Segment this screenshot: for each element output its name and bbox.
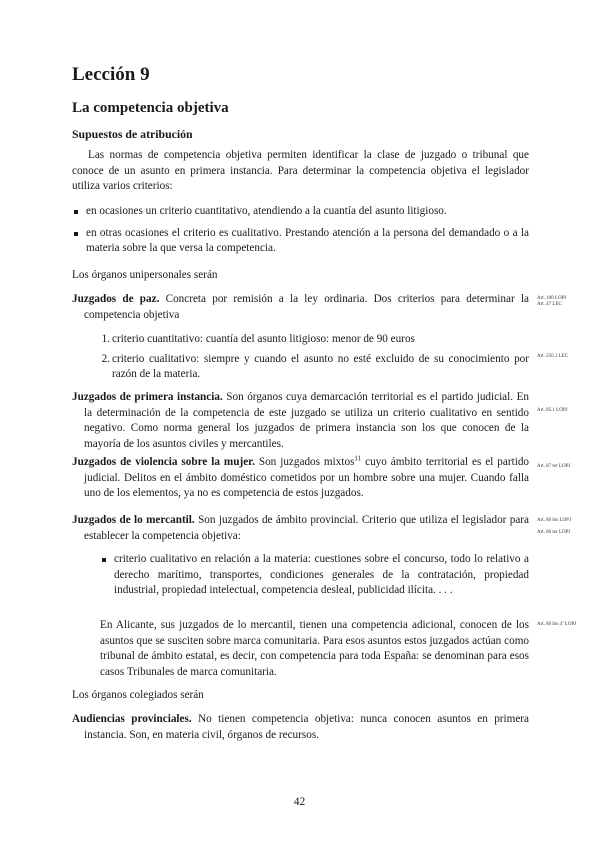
list-item: criterio cualitativo en relación a la materia: cuestiones sobre el concurso, todo lo relativo a derecho marítimo, transportes, condiciones generales de la contratación, propiedad industrial, propiedad intelectual, competencia desleal, publicidad ilícita. . . . bbox=[100, 552, 529, 599]
violencia-entry: Juzgados de violencia sobre la mujer. Son juzgados mixtos$^{11}$ cuyo ámbito territorial es el partido judicial. Delitos en el ámbito doméstico cometidos por un hombre sobre una mujer. Cuando falla uno de los elementos, ya no es competencia de estos juzgados. bbox=[72, 454, 530, 500]
mercantil-term: Juzgados de lo mercantil. bbox=[72, 514, 195, 526]
paz-enum-list bbox=[72, 332, 529, 383]
margin-note: Art. 86 bis LOPJ Art. 86 ter LOPJ bbox=[537, 518, 571, 535]
paz-entry bbox=[72, 292, 529, 323]
list-item: en ocasiones un criterio cuantitativo, atendiendo a la cuantía del asunto litigioso. bbox=[72, 204, 529, 220]
paz-term: Juzgados de paz. bbox=[72, 293, 160, 305]
list-item: 2. criterio cualitativo: siempre y cuando el asunto no esté excluido de su conocimiento por razón de la materia. bbox=[101, 352, 529, 381]
primera-entry bbox=[72, 390, 529, 452]
list-item: en otras ocasiones el criterio es cualitativo. Prestando atención a la persona del demandado o a la materia sobre la que versa la competencia. bbox=[72, 226, 529, 257]
margin-note: Art. 87 ter LOPJ bbox=[537, 464, 571, 469]
paz-text: Concreta por remisión a la ley ordinaria. Dos criterios para determinar la competencia objetiva bbox=[84, 293, 530, 321]
colegiados-text: Los órganos colegiados serán bbox=[72, 689, 204, 701]
margin-note: Art. 100 LOPJ Art. 47 LEC bbox=[537, 296, 567, 307]
mercantil-entry: Juzgados de lo mercantil. Son juzgados de ámbito provincial. Criterio que utiliza el legislador para establecer la competencia objetiva: bbox=[72, 514, 529, 542]
primera-term: Juzgados de primera instancia. bbox=[72, 391, 223, 403]
criteria-list bbox=[72, 204, 529, 263]
mercantil-bullet-list bbox=[100, 552, 529, 605]
margin-note: Art. 86 bis 4º LOPJ bbox=[537, 622, 577, 627]
margin-note: Art. 250.1 LEC bbox=[537, 354, 569, 359]
audiencias-entry: Audiencias provinciales. No tienen competencia objetiva: nunca conocen asuntos en primera instancia. Son, en materia civil, órganos de recursos. bbox=[72, 713, 529, 741]
unipersonales-text: Los órganos unipersonales serán bbox=[72, 269, 218, 281]
page-number: 42 bbox=[293, 796, 306, 808]
list-item: 1. criterio cuantitativo: cuantía del asunto litigioso: menor de 90 euros bbox=[101, 333, 415, 345]
audiencias-term: Audiencias provinciales. bbox=[72, 713, 192, 725]
subsection-title: Supuestos de atribución bbox=[72, 127, 193, 141]
footnote-marker: 11 bbox=[354, 454, 362, 463]
violencia-term: Juzgados de violencia sobre la mujer. bbox=[72, 456, 255, 468]
margin-note: Art. 85.1 LOPJ bbox=[537, 408, 568, 413]
section-title: La competencia objetiva bbox=[72, 100, 229, 116]
intro-paragraph: Las normas de competencia objetiva permiten identificar la clase de juzgado o tribunal que conoce de un asunto en primera instancia. Para determinar la competencia objetiva el legislador utiliza varios criterios: bbox=[72, 149, 529, 193]
chapter-title: Lección 9 bbox=[72, 64, 150, 85]
alicante-paragraph: En Alicante, sus juzgados de lo mercantil, tienen una competencia adicional, conocen de los asuntos que se susciten sobre marca comunitaria. Para esos asuntos estos juzgados actúan como tribunal de ámbito estatal, es decir, con competencia para toda España: se denominan para esos casos Tribunales de marca comunitaria. bbox=[100, 619, 529, 678]
primera-text: Son órganos cuya demarcación territorial es el partido judicial. En la determinación de la competencia de este juzgado se utiliza un criterio cualitativo en sentido negativo. Como norma general los juzgados de primera instancia son los que conocen de la mayoría de los asuntos civiles y mercantiles. bbox=[84, 391, 530, 450]
